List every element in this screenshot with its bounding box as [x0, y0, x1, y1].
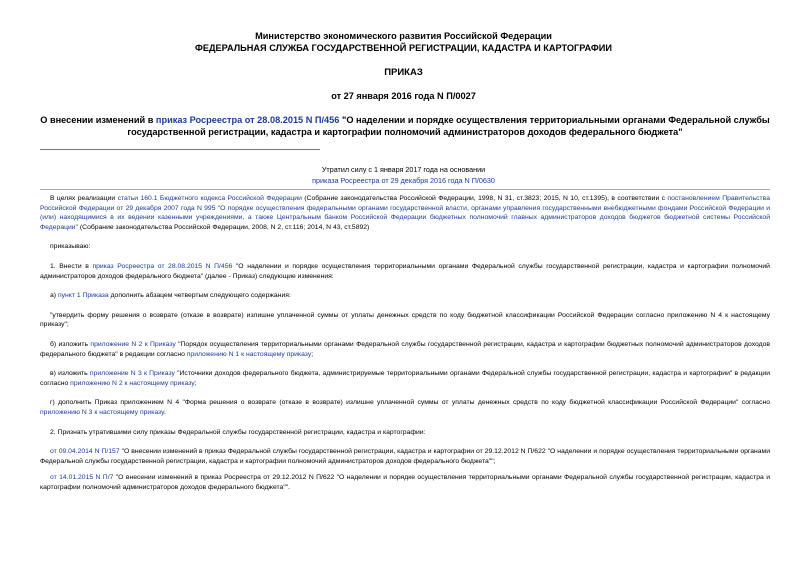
order-157-link[interactable]: от 09.04.2014 N П/157	[50, 448, 120, 456]
document-body	[40, 194, 770, 499]
budget-code-link[interactable]: статьи 160.1 Бюджетного кодекса Российской Федерации	[117, 195, 302, 202]
item-v: в) изложить приложение N 3 к Приказу "Источники доходов федерального бюджета, администрируемые территориальными органами Федеральной службы государственной регистрации, кадастра и картографии" в редакции согласно приложению N 2 к настоящему приказу;	[40, 370, 770, 387]
attachment-2-link[interactable]: приложению N 2 к настоящему приказу	[70, 379, 195, 387]
expiry-order-link[interactable]: приказа Росреестра от 29 декабря 2016 года N П/0630	[312, 176, 495, 185]
appendix-3-link[interactable]: приложение N 3 к Приказу	[89, 370, 175, 378]
item-2: 2. Признать утратившими силу приказы Федеральной службы государственной регистрации, кадастра и картографии:	[50, 428, 426, 436]
divider	[40, 149, 320, 150]
expiry-note: Утратил силу с 1 января 2017 года на основании приказа Росреестра от 29 декабря 2016 года N П/0630	[312, 165, 495, 185]
ministry-name: Министерство экономического развития Российской Федерации	[255, 31, 552, 41]
attachment-1-link[interactable]: приложению N 1 к настоящему приказу	[186, 350, 312, 358]
order-word: приказываю:	[50, 243, 91, 251]
service-name: ФЕДЕРАЛЬНАЯ СЛУЖБА ГОСУДАРСТВЕННОЙ РЕГИСТРАЦИИ, КАДАСТРА И КАРТОГРАФИИ	[195, 43, 612, 53]
item-1: 1. Внести в приказ Росреестра от 28.08.2015 N П/456 "О наделении и порядке осуществления территориальными органами Федеральной службы государственной регистрации, кадастра и картографии полномочий администраторов доходов федерального бюджета" (далее - Приказ) следующие изменения:	[40, 262, 770, 280]
order-456-link[interactable]: приказ Росреестра от 28.08.2015 N П/456	[92, 262, 233, 270]
document-title: О внесении изменений в приказ Росреестра от 28.08.2015 N П/456 "О наделении и порядке осуществления территориальными органами Федеральной службы государственной регистрации, кадастра и картографии полномочий администраторов доходов федерального бюджета"	[40, 115, 770, 137]
appendix-2-link[interactable]: приложение N 2 к Приказу	[90, 340, 176, 348]
preamble-paragraph: В целях реализации статьи 160.1 Бюджетного кодекса Российской Федерации (Собрание законодательства Российской Федерации, 1998, N 31, ст.3823; 2015, N 10, ст.1395), в соответствии с постановлением Правительства Российской Федерации от 29 декабря 2007 года N 995 "О порядке осуществления федеральными органами государственной власти, органами управления государственными внебюджетными фондами Российской Федерации и (или) находящимися в их ведении казенными учреждениями, а также Центральным банком Российской Федерации бюджетных полномочий главных администраторов доходов бюджетов бюджетной системы Российской Федерации" (Собрание законодательства Российской Федерации, 2008, N 2, ст.116; 2014, N 43, ст.5892)	[40, 195, 770, 231]
attachment-3-link[interactable]: приложению N 3 к настоящему приказу	[40, 408, 164, 416]
item-2-1: от 09.04.2014 N П/157 "О внесении изменений в приказ Федеральной службы государственной регистрации, кадастра и картографии от 29.12.2012 N П/622 "О наделении и порядке осуществления территориальными органами Федеральной службы государственной регистрации, кадастра и картографии полномочий администраторов доходов федерального бюджета"";	[40, 448, 770, 465]
quote-a: "утвердить форму решения о возврате (отказе в возврате) излишне уплаченной суммы от уплаты денежных средств по коду бюджетной классификации Российской Федерации согласно приложению N 4 к настоящему приказу";	[40, 311, 770, 329]
item-2-2: от 14.01.2015 N П/7 "О внесении изменений в приказ Росреестра от 29.12.2012 N П/622 "О наделении и порядке осуществления территориальными органами Федеральной службы государственной регистрации, кадастра и картографии полномочий администраторов доходов федерального бюджета"".	[40, 474, 771, 491]
title-link[interactable]: приказ Росреестра от 28.08.2015 N П/456	[155, 115, 340, 125]
order-7-link[interactable]: от 14.01.2015 N П/7	[50, 474, 114, 482]
divider	[40, 189, 770, 190]
item-b: б) изложить приложение N 2 к Приказу "Порядок осуществления территориальными органами Федеральной службы государственной регистрации, кадастра и картографии бюджетных полномочий администраторов доходов федерального бюджета" в редакции согласно приложению N 1 к настоящему приказу;	[40, 340, 770, 358]
document-date: от 27 января 2016 года N П/0027	[331, 91, 476, 101]
item-g: г) дополнить Приказ приложением N 4 "Форма решения о возврате (отказе в возврате) излишне уплаченной суммы от уплаты денежных средств по коду бюджетной классификации Российской Федерации" согласно приложению N 3 к настоящему приказу.	[40, 399, 770, 416]
government-decree-link[interactable]: постановлением Правительства Российской Федерации от 29 декабря 2007 года N 995 "О порядке осуществления федеральными органами государственной власти, органами управления государственными внебюджетными фондами Российской Федерации и (или) находящимися в их ведении казенными учреждениями, а также Центральным банком Российской Федерации бюджетных полномочий главных администраторов доходов бюджетов бюджетной системы Российской Федерации"	[40, 195, 770, 231]
clause-1-link[interactable]: пункт 1 Приказа	[57, 292, 109, 300]
document-type: ПРИКАЗ	[384, 67, 423, 78]
item-a: а) пункт 1 Приказа дополнить абзацем четвертым следующего содержания:	[50, 292, 291, 300]
